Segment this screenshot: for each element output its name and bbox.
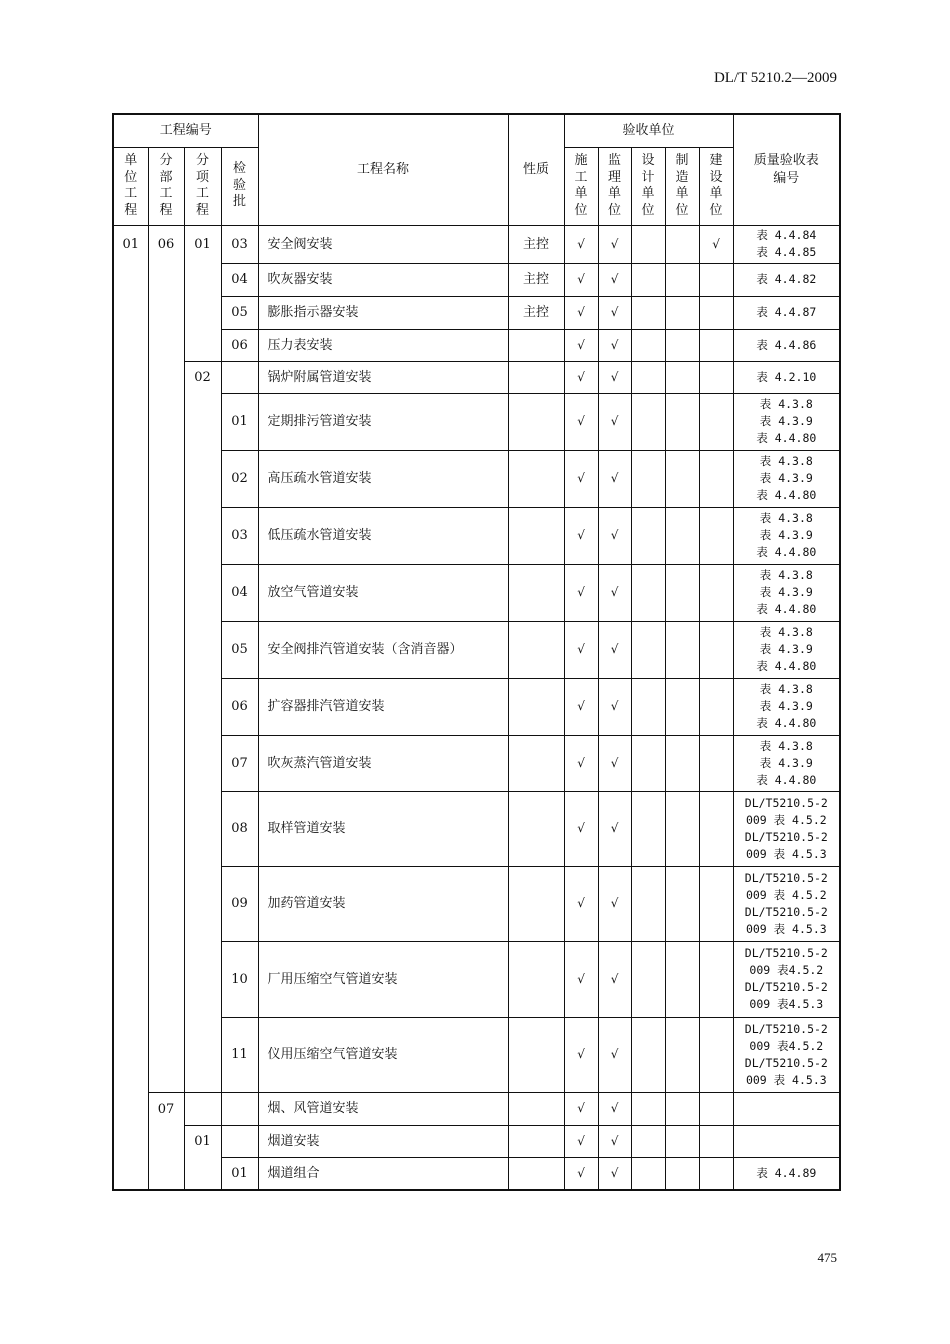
construction-check: √ [564, 329, 598, 361]
quality-form-cell [733, 393, 840, 450]
project-name-cell: 烟、风管道安装 [258, 1092, 508, 1125]
quality-form-line: 009 表 4.5.2 [745, 887, 827, 902]
quality-form-line: 表 4.3.8 [759, 511, 813, 525]
owner-check [699, 564, 733, 621]
supervision-check: √ [598, 393, 631, 450]
construction-check: √ [564, 1092, 598, 1125]
supervision-check: √ [598, 296, 631, 329]
subitem-cell: 01 [184, 1125, 221, 1190]
project-name-cell: 仪用压缩空气管道安装 [258, 1017, 508, 1092]
quality-form-cell [733, 263, 840, 296]
design-check [631, 564, 665, 621]
design-check [631, 507, 665, 564]
nature-cell: 主控 [508, 225, 564, 263]
owner-check [699, 393, 733, 450]
subdivision-header: 分部工程 [148, 147, 184, 225]
project-code-header: 工程编号 [113, 114, 258, 147]
supervision-check: √ [598, 941, 631, 1017]
manufacturer-check [665, 393, 699, 450]
table-row [113, 393, 840, 450]
project-name-cell: 吹灰器安装 [258, 263, 508, 296]
design-check [631, 678, 665, 735]
construction-check: √ [564, 791, 598, 866]
manufacturer-unit-header: 制造单位 [665, 147, 699, 225]
nature-cell [508, 564, 564, 621]
quality-form-header: 质量验收表编号 [733, 114, 840, 225]
design-check [631, 1125, 665, 1157]
construction-check: √ [564, 678, 598, 735]
construction-check: √ [564, 263, 598, 296]
supervision-check: √ [598, 361, 631, 393]
manufacturer-check [665, 225, 699, 263]
design-check [631, 450, 665, 507]
owner-check [699, 263, 733, 296]
construction-unit-header: 施工单位 [564, 147, 598, 225]
quality-form-line: DL/T5210.5-2 [744, 870, 828, 885]
construction-check: √ [564, 866, 598, 941]
subitem-cell: 02 [184, 361, 221, 1092]
table-row [113, 791, 840, 866]
table-row [113, 507, 840, 564]
manufacturer-check [665, 678, 699, 735]
design-check [631, 296, 665, 329]
design-check [631, 361, 665, 393]
owner-check [699, 621, 733, 678]
nature-cell [508, 735, 564, 791]
owner-check [699, 450, 733, 507]
quality-form-line: DL/T5210.5-2 [744, 904, 828, 919]
inspection-lot-cell: 09 [221, 866, 258, 941]
construction-check: √ [564, 507, 598, 564]
construction-check: √ [564, 1017, 598, 1092]
design-check [631, 1092, 665, 1125]
inspection-lot-cell: 06 [221, 329, 258, 361]
table-row [113, 564, 840, 621]
quality-form-line: 表 4.4.84 [756, 228, 817, 242]
owner-check [699, 296, 733, 329]
subitem-cell [184, 1092, 221, 1125]
supervision-check: √ [598, 225, 631, 263]
nature-cell [508, 678, 564, 735]
inspection-lot-cell: 05 [221, 296, 258, 329]
quality-form-line: 表 4.4.82 [756, 272, 817, 286]
owner-check [699, 678, 733, 735]
quality-form-line: 表 4.3.9 [759, 471, 813, 485]
subdivision-cell: 06 [148, 225, 184, 1092]
nature-cell [508, 393, 564, 450]
quality-form-line: DL/T5210.5-2 [744, 795, 828, 810]
inspection-lot-cell [221, 1092, 258, 1125]
quality-form-line: DL/T5210.5-2 [744, 829, 828, 844]
quality-form-line: 009 表4.5.2 [749, 963, 824, 977]
supervision-check: √ [598, 450, 631, 507]
design-check [631, 866, 665, 941]
quality-form-line: 009 表 4.5.3 [745, 921, 827, 936]
table-row [113, 1017, 840, 1092]
quality-form-line: 表 4.3.9 [759, 699, 813, 713]
document-code: DL/T 5210.2—2009 [713, 70, 837, 86]
nature-cell [508, 361, 564, 393]
nature-cell [508, 329, 564, 361]
quality-form-line: 表 4.3.9 [759, 755, 813, 770]
table-row [113, 621, 840, 678]
nature-cell [508, 866, 564, 941]
quality-form-cell [733, 1017, 840, 1092]
quality-form-line: 表 4.4.80 [756, 772, 817, 787]
table-body [113, 225, 840, 1190]
project-name-cell: 厂用压缩空气管道安装 [258, 941, 508, 1017]
inspection-lot-cell: 01 [221, 393, 258, 450]
inspection-lot-cell: 10 [221, 941, 258, 1017]
inspection-lot-cell [221, 1125, 258, 1157]
acceptance-units-header: 验收单位 [564, 114, 733, 147]
construction-check: √ [564, 450, 598, 507]
table-row [113, 678, 840, 735]
inspection-lot-cell: 04 [221, 263, 258, 296]
quality-form-line: DL/T5210.5-2 [744, 1021, 828, 1036]
quality-form-line: DL/T5210.5-2 [744, 1055, 828, 1070]
subitem-cell: 01 [184, 225, 221, 361]
quality-form-cell [733, 296, 840, 329]
quality-form-line: 表 4.3.8 [759, 625, 813, 639]
construction-check: √ [564, 621, 598, 678]
supervision-check: √ [598, 1157, 631, 1190]
manufacturer-check [665, 866, 699, 941]
project-name-cell: 放空气管道安装 [258, 564, 508, 621]
quality-form-cell [733, 941, 840, 1017]
owner-check [699, 866, 733, 941]
manufacturer-check [665, 1017, 699, 1092]
table-row [113, 1092, 840, 1125]
inspection-lot-cell [221, 361, 258, 393]
project-name-cell: 加药管道安装 [258, 866, 508, 941]
owner-check [699, 1092, 733, 1125]
supervision-check: √ [598, 564, 631, 621]
manufacturer-check [665, 1157, 699, 1190]
table-row [113, 296, 840, 329]
inspection-lot-cell: 11 [221, 1017, 258, 1092]
table-row [113, 1157, 840, 1190]
construction-check: √ [564, 735, 598, 791]
quality-form-line: 表 4.3.9 [759, 585, 813, 599]
construction-check: √ [564, 393, 598, 450]
quality-form-cell [733, 1157, 840, 1190]
manufacturer-check [665, 329, 699, 361]
construction-check: √ [564, 225, 598, 263]
quality-form-line: 表 4.3.8 [759, 454, 813, 468]
inspection-lot-cell: 02 [221, 450, 258, 507]
quality-form-line: 表 4.4.80 [756, 431, 817, 445]
owner-check: √ [699, 225, 733, 263]
quality-form-line: 009 表 4.5.3 [745, 846, 827, 861]
inspection-lot-cell: 08 [221, 791, 258, 866]
owner-check [699, 361, 733, 393]
supervision-check: √ [598, 1017, 631, 1092]
owner-check [699, 791, 733, 866]
supervision-unit-header: 监理单位 [598, 147, 631, 225]
project-name-cell: 锅炉附属管道安装 [258, 361, 508, 393]
quality-form-line: 表 4.4.80 [756, 659, 817, 673]
manufacturer-check [665, 564, 699, 621]
table-row [113, 735, 840, 791]
quality-form-line: DL/T5210.5-2 [744, 980, 828, 994]
quality-form-line: 009 表 4.5.3 [745, 1072, 827, 1087]
design-check [631, 735, 665, 791]
construction-check: √ [564, 1157, 598, 1190]
subdivision-cell: 07 [148, 1092, 184, 1190]
manufacturer-check [665, 735, 699, 791]
supervision-check: √ [598, 263, 631, 296]
quality-form-cell [733, 1125, 840, 1157]
construction-check: √ [564, 1125, 598, 1157]
quality-form-line: 表 4.3.8 [759, 397, 813, 411]
nature-cell [508, 450, 564, 507]
quality-form-line: 表 4.4.80 [756, 488, 817, 502]
nature-cell [508, 1125, 564, 1157]
supervision-check: √ [598, 791, 631, 866]
design-check [631, 263, 665, 296]
inspection-lot-cell: 03 [221, 507, 258, 564]
nature-cell [508, 1017, 564, 1092]
subitem-header: 分项工程 [184, 147, 221, 225]
manufacturer-check [665, 263, 699, 296]
owner-check [699, 507, 733, 564]
manufacturer-check [665, 507, 699, 564]
project-name-cell: 定期排污管道安装 [258, 393, 508, 450]
supervision-check: √ [598, 1125, 631, 1157]
quality-form-cell [733, 1092, 840, 1125]
quality-form-line: 表 4.4.80 [756, 545, 817, 559]
table-row [113, 1125, 840, 1157]
quality-form-line: 表 4.3.9 [759, 528, 813, 542]
quality-form-cell [733, 507, 840, 564]
project-name-cell: 烟道组合 [258, 1157, 508, 1190]
inspection-lot-header: 检验批 [221, 147, 258, 225]
owner-check [699, 1017, 733, 1092]
quality-form-cell [733, 791, 840, 866]
manufacturer-check [665, 361, 699, 393]
owner-unit-header: 建设单位 [699, 147, 733, 225]
quality-form-cell [733, 361, 840, 393]
supervision-check: √ [598, 507, 631, 564]
quality-form-line: 表 4.4.87 [756, 305, 817, 319]
manufacturer-check [665, 941, 699, 1017]
nature-cell: 主控 [508, 263, 564, 296]
table-row [113, 866, 840, 941]
nature-cell [508, 621, 564, 678]
supervision-check: √ [598, 678, 631, 735]
inspection-lot-cell: 05 [221, 621, 258, 678]
supervision-check: √ [598, 1092, 631, 1125]
nature-cell [508, 507, 564, 564]
project-name-cell: 扩容器排汽管道安装 [258, 678, 508, 735]
project-name-cell: 高压疏水管道安装 [258, 450, 508, 507]
construction-check: √ [564, 941, 598, 1017]
inspection-lot-cell: 04 [221, 564, 258, 621]
manufacturer-check [665, 621, 699, 678]
quality-form-cell [733, 866, 840, 941]
owner-check [699, 1125, 733, 1157]
design-check [631, 621, 665, 678]
supervision-check: √ [598, 621, 631, 678]
manufacturer-check [665, 450, 699, 507]
construction-check: √ [564, 296, 598, 329]
unit-cell: 01 [113, 225, 148, 1190]
quality-form-line: 表 4.4.85 [756, 245, 817, 259]
supervision-check: √ [598, 329, 631, 361]
table-row [113, 361, 840, 393]
manufacturer-check [665, 1125, 699, 1157]
design-check [631, 329, 665, 361]
acceptance-table [112, 113, 841, 1191]
supervision-check: √ [598, 866, 631, 941]
quality-form-line: 009 表4.5.3 [749, 997, 824, 1011]
project-name-cell: 压力表安装 [258, 329, 508, 361]
table-row [113, 225, 840, 263]
quality-form-line: 表 4.4.80 [756, 716, 817, 730]
design-check [631, 225, 665, 263]
quality-form-line: 表 4.3.8 [759, 738, 813, 753]
design-check [631, 941, 665, 1017]
quality-form-cell [733, 564, 840, 621]
design-check [631, 1017, 665, 1092]
design-check [631, 1157, 665, 1190]
quality-form-line: 表 4.2.10 [756, 369, 817, 384]
quality-form-line: DL/T5210.5-2 [744, 946, 828, 960]
quality-form-cell [733, 450, 840, 507]
owner-check [699, 1157, 733, 1190]
quality-form-line: 表 4.3.8 [759, 568, 813, 582]
supervision-check: √ [598, 735, 631, 791]
project-name-cell: 安全阀安装 [258, 225, 508, 263]
quality-form-cell [733, 329, 840, 361]
construction-check: √ [564, 361, 598, 393]
quality-form-cell [733, 621, 840, 678]
design-check [631, 791, 665, 866]
inspection-lot-cell: 07 [221, 735, 258, 791]
project-name-cell: 膨胀指示器安装 [258, 296, 508, 329]
quality-form-line: 表 4.3.8 [759, 682, 813, 696]
inspection-lot-cell: 03 [221, 225, 258, 263]
inspection-lot-cell: 01 [221, 1157, 258, 1190]
table-row [113, 941, 840, 1017]
project-name-cell: 安全阀排汽管道安装（含消音器） [258, 621, 508, 678]
project-name-cell: 取样管道安装 [258, 791, 508, 866]
table-row [113, 329, 840, 361]
quality-form-line: 表 4.4.89 [756, 1165, 817, 1180]
quality-form-line: 009 表4.5.2 [749, 1038, 824, 1053]
manufacturer-check [665, 791, 699, 866]
owner-check [699, 329, 733, 361]
nature-cell [508, 791, 564, 866]
nature-cell [508, 1157, 564, 1190]
unit-header: 单位工程 [113, 147, 148, 225]
quality-form-cell [733, 735, 840, 791]
quality-form-line: 表 4.4.86 [756, 337, 817, 352]
nature-cell: 主控 [508, 296, 564, 329]
quality-form-line: 表 4.4.80 [756, 602, 817, 616]
quality-form-line: 表 4.3.9 [759, 642, 813, 656]
manufacturer-check [665, 296, 699, 329]
design-check [631, 393, 665, 450]
project-name-header: 工程名称 [258, 114, 508, 225]
nature-cell [508, 1092, 564, 1125]
manufacturer-check [665, 1092, 699, 1125]
inspection-lot-cell: 06 [221, 678, 258, 735]
nature-cell [508, 941, 564, 1017]
project-name-cell: 烟道安装 [258, 1125, 508, 1157]
quality-form-line: 表 4.3.9 [759, 414, 813, 428]
owner-check [699, 941, 733, 1017]
table-row [113, 263, 840, 296]
nature-header: 性质 [508, 114, 564, 225]
page-number: 475 [817, 1250, 837, 1265]
quality-form-cell [733, 225, 840, 263]
quality-form-cell [733, 678, 840, 735]
project-name-cell: 低压疏水管道安装 [258, 507, 508, 564]
quality-form-line: 009 表 4.5.2 [745, 812, 827, 827]
table-row [113, 450, 840, 507]
owner-check [699, 735, 733, 791]
project-name-cell: 吹灰蒸汽管道安装 [258, 735, 508, 791]
design-unit-header: 设计单位 [631, 147, 665, 225]
construction-check: √ [564, 564, 598, 621]
